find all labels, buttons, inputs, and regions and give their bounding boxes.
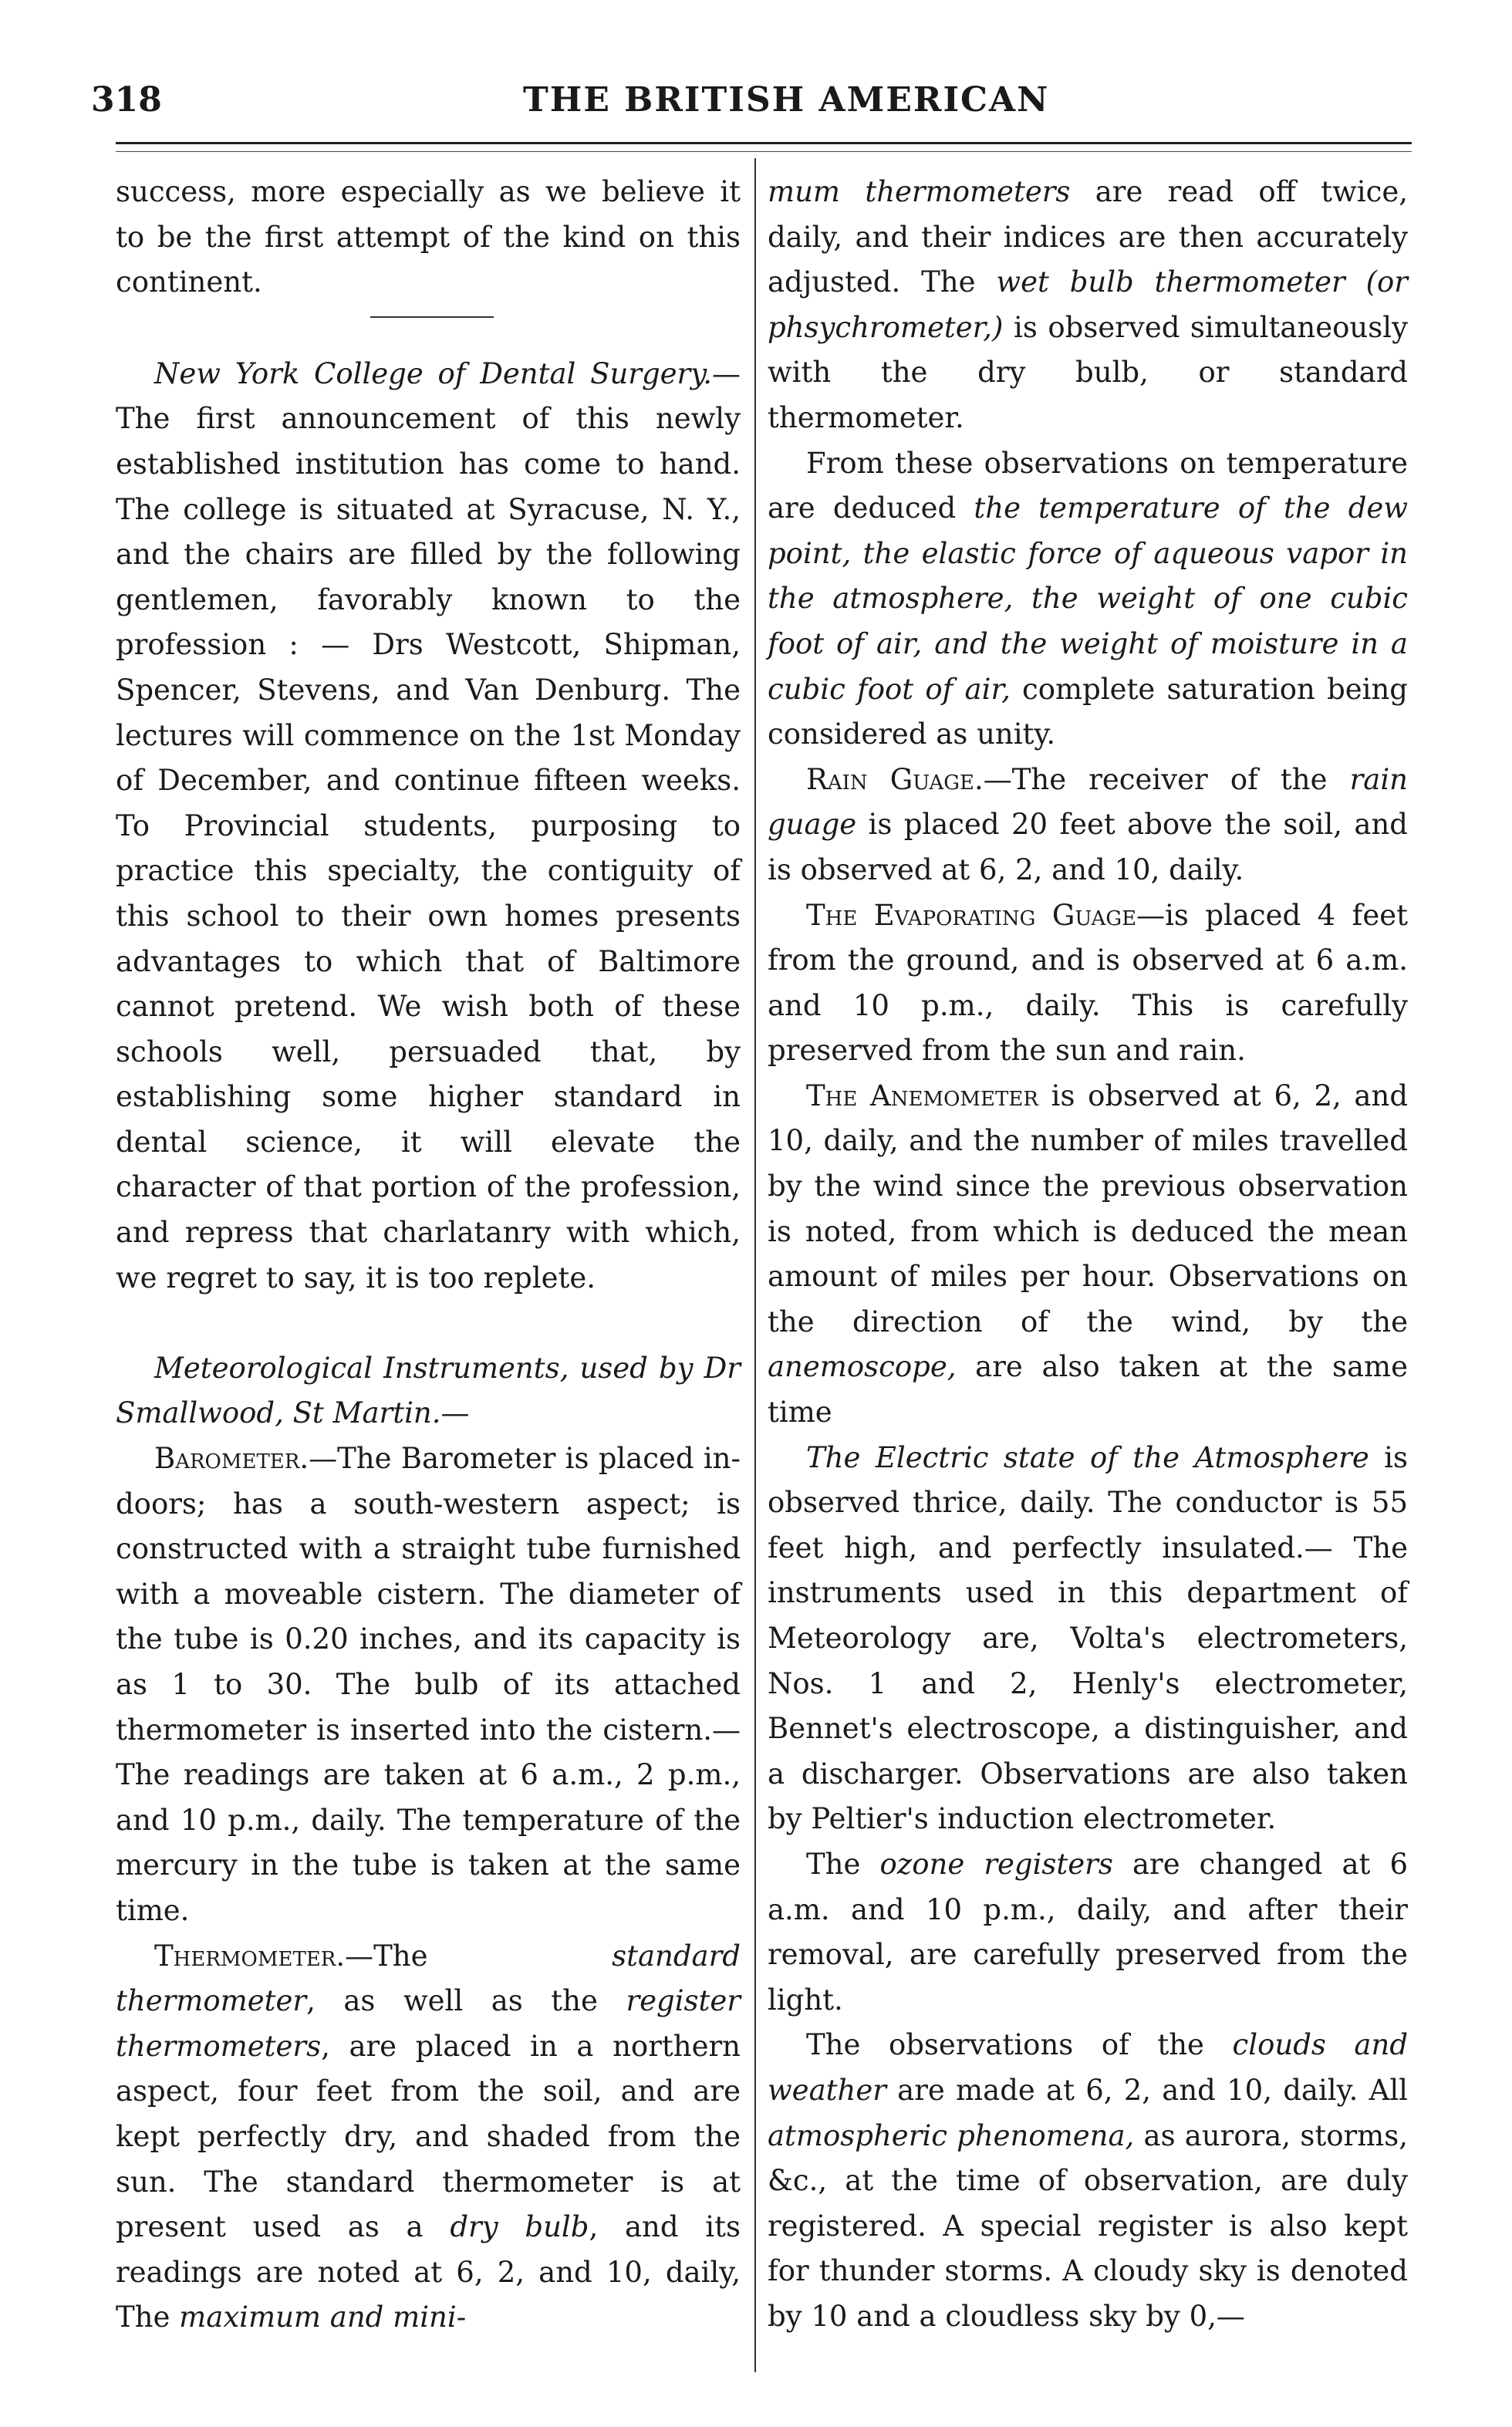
em-ozone-registers: ozone registers [879, 1847, 1113, 1881]
paragraph-success: success, more especially as we believe it to be the first attempt of the kind on this continent. [116, 175, 741, 299]
em-dew-point: the temperature of the dew point, the elastic force of aqueous vapor in the atmosphere, the weight of one cubic foot of air, and the weight of moisture in a cubic foot of air, [768, 491, 1408, 706]
clouds-c: as aurora, storms, &c., at the time of observation, are duly registered. A special register is also kept for thunder storms. A cloudy sky is denoted by 10 and a cloudless sky by 0,— [768, 2118, 1408, 2333]
thermometer-text-d: , and its readings are noted at 6, 2, and 10, daily, The [116, 2210, 741, 2334]
thermometer-em-register: register thermometers [116, 1984, 741, 2063]
em-mum-thermometers: mum thermometers [768, 175, 1071, 208]
heading-dental-college: New York College of Dental Surgery. [154, 356, 712, 390]
paragraph-electric-state [768, 1436, 1408, 1842]
thermometer-text-c: , are placed in a northern aspect, four feet from the soil, and are kept perfectly dry, and shaded from the sun. The standard thermometer is at present used as a [116, 2029, 741, 2244]
em-rain-guage: rain guage [768, 762, 1409, 842]
temperature-a: From these observations on temperature are deduced [768, 446, 1408, 525]
temperature-b: complete saturation being considered as unity. [768, 672, 1408, 751]
paragraph-ozone [768, 1842, 1408, 2023]
thermometer-text-b: , as well as the [306, 1984, 626, 2018]
label-thermometer: Thermometer. [154, 1939, 346, 1973]
thermometer-em-standard: standard thermometer [116, 1939, 741, 2018]
right-column [768, 170, 1408, 2340]
clouds-a: The observations of the [806, 2028, 1233, 2062]
paragraph-anemometer [768, 1074, 1408, 1436]
electric-text: is observed thrice, daily. The conductor is 55 feet high, and perfectly insulated.— The instruments used in this department of Meteorology are, Volta's electrometers, Nos. 1 and 2, Henly's electrometer, Bennet's electroscope, a distinguisher, and a discharger. Observations are also taken by Peltier's induction electrometer. [768, 1440, 1408, 1836]
left-column [116, 170, 741, 2341]
em-anemoscope: anemoscope, [768, 1350, 957, 1384]
dental-college-text: —The first announcement of this newly established institution has come to hand. The college is situated at Syracuse, N. Y., and the chairs are filled by the following gentlemen, favorably known to the profession : — Drs Westcott, Shipman, Spencer, Stevens, and Van Denburg. The lectures will commence on the 1st Monday of December, and continue fifteen weeks. To Provincial students, purposing to practice this specialty, the contiguity of this school to their own homes presents advantages to which that of Baltimore cannot pretend. We wish both of these schools well, persuaded that, by establishing some higher standard in dental science, it will elevate the character of that portion of the profession, and repress that charlatanry with which, we regret to say, it is too replete. [116, 356, 741, 1295]
rain-b: is placed 20 feet above the soil, and is observed at 6, 2, and 10, daily. [768, 808, 1408, 886]
anem-a: is observed at 6, 2, and 10, daily, and the number of miles travelled by the wind since the previous observation is noted, from which is deduced the mean amount of miles per hour. Observations on the direction of the wind, by the [768, 1078, 1409, 1338]
paragraph-clouds [768, 2023, 1408, 2339]
label-anemometer: The Anemometer [806, 1078, 1038, 1112]
header-rule-thin [116, 151, 1412, 152]
paragraph-dental-college [116, 352, 741, 1301]
paragraph-rain-guage [768, 758, 1408, 893]
evap-text: —is placed 4 feet from the ground, and is observed at 6 a.m. and 10 p.m., daily. This is carefully preserved from the sun and rain. [768, 898, 1408, 1068]
paragraph-thermometer [116, 1934, 741, 2341]
paragraph-thermometers-cont [768, 170, 1408, 441]
paragraph-evaporating-guage [768, 893, 1408, 1074]
running-title: THE BRITISH AMERICAN [523, 80, 1050, 120]
page-number: 318 [91, 80, 162, 120]
label-rain-guage: Rain Guage. [806, 762, 984, 796]
thermometers-cont-a: are read off twice, daily, and their indices are then accurately adjusted. The [768, 175, 1408, 299]
thermometer-em-maximum: maximum and mini- [179, 2300, 467, 2334]
section-rule [370, 316, 494, 318]
column-divider [754, 158, 756, 2372]
paragraph-temperature-deductions [768, 441, 1408, 758]
em-clouds-weather: clouds and weather [768, 2028, 1409, 2107]
em-atmospheric-phenomena: atmospheric phenomena, [768, 2118, 1135, 2152]
rain-a: —The receiver of the [983, 762, 1350, 796]
clouds-b: are made at 6, 2, and 10, daily. All [886, 2073, 1408, 2107]
em-electric-state: The Electric state of the Atmosphere [806, 1440, 1369, 1474]
paragraph-barometer [116, 1436, 741, 1934]
label-evaporating-guage: The Evaporating Guage [806, 898, 1137, 932]
ozone-b: are changed at 6 a.m. and 10 p.m., daily, and after their removal, are carefully preserved from the light. [768, 1847, 1408, 2017]
thermometer-em-dry-bulb: dry bulb [450, 2210, 589, 2244]
thermometer-text-a: —The [345, 1939, 613, 1973]
header-rule [116, 142, 1412, 144]
em-wet-bulb: wet bulb thermometer (or phsychrometer,) [768, 265, 1408, 344]
page-header [91, 74, 1402, 136]
thermometers-cont-b: is observed simultaneously with the dry bulb, or standard thermometer. [768, 310, 1408, 434]
barometer-text: —The Barometer is placed in-doors; has a south-western aspect; is constructed with a straight tube furnished with a moveable cistern. The diameter of the tube is 0.20 inches, and its capacity is as 1 to 30. The bulb of its attached thermometer is inserted into the cistern.— The readings are taken at 6 a.m., 2 p.m., and 10 p.m., daily. The temperature of the mercury in the tube is taken at the same time. [116, 1442, 741, 1927]
anem-b: are also taken at the same time [768, 1350, 1408, 1430]
heading-meteorological-instruments: Meteorological Instruments, used by Dr Smallwood, St Martin.— [116, 1351, 741, 1430]
label-barometer: Barometer. [154, 1442, 309, 1476]
ozone-a: The [806, 1847, 880, 1881]
